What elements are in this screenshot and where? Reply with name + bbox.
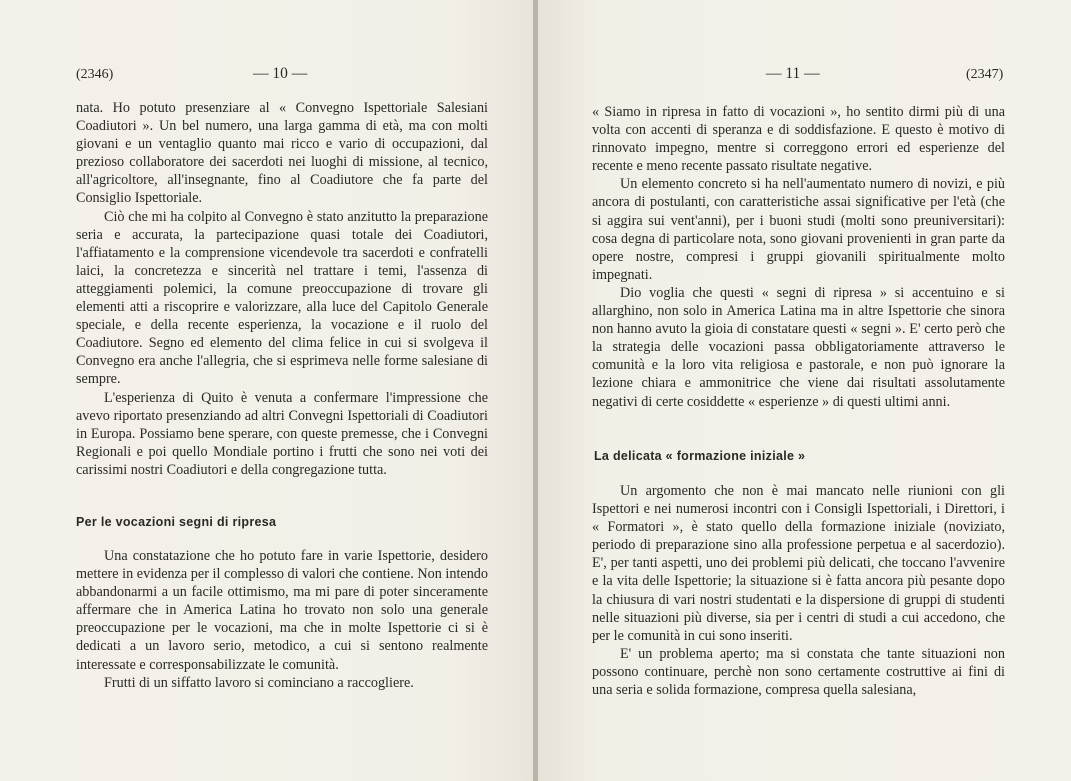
paragraph: Una constatazione che ho potuto fare in varie Ispettorie, desidero mettere in evidenza per il complesso di valori che contiene. Non intendo abbandonarmi a un facile ottimismo, ma mi pare di poter sinceramente affermare che in America Latina ho trovato non solo una generale preoccupazione per le vocazioni, ma che in molte Ispettorie ci si è dedicati a un lavoro serio, metodico, a cui si sentono realmente interessate e corresponsabilizzate le comunità. (76, 548, 488, 673)
right-text-block-2 (592, 482, 1005, 699)
paragraph: « Siamo in ripresa in fatto di vocazioni », ho sentito dirmi più di una volta con accenti di speranza e di soddisfazione. E questo è motivo di rinnovato impegno, mentre si correggono errori ed esperienze del recente e meno recente passato risultate negative. (592, 104, 1005, 175)
paragraph: L'esperienza di Quito è venuta a confermare l'impressione che avevo riportato presenziando ad altri Convegni Ispettoriali di Coadiutori in Europa. Possiamo bene sperare, con queste premesse, che i Convegni Regionali e poi quello Mondiale portino i frutti che sono nei voti dei carissimi nostri Coadiutori e della congregazione tutta. (76, 389, 488, 478)
right-text-block-1 (592, 103, 1005, 411)
paragraph: E' un problema aperto; ma si constata che tante situazioni non possono continuare, perchè non sono certamente costruttive ai fini di una seria e solida formazione, compresa quella salesiana, (592, 645, 1005, 699)
right-page-serial: (2347) (966, 67, 1004, 82)
left-page (0, 0, 533, 781)
left-page-serial: (2346) (76, 67, 114, 82)
paragraph: Un elemento concreto si ha nell'aumentato numero di novizi, e più ancora di postulanti, con caratteristiche assai significative per l'età (che si aggira sui vent'anni), per i buoni studi (molti sono preuniversitari): cosa degna di particolare nota, sono giovani provenienti in gran parte da opere nostre, compresi i gruppi giovanili spiritualmente molto impegnati. (592, 176, 1005, 283)
right-page-number: — 11 — (766, 65, 820, 82)
left-text-block-2 (76, 547, 488, 692)
paragraph: Un argomento che non è mai mancato nelle riunioni con gli Ispettori e nei numerosi incontri con i Consigli Ispettoriali, i Direttori, i « Formatori », è stato quello della formazione iniziale (noviziato, periodo di preparazione sino alla professione perpetua e al sacerdozio). E', per tanti aspetti, uno dei problemi più delicati, che toccano l'avvenire e la vita delle Ispettorie; la situazione si è fatta ancora più pesante dopo la chiusura di vari nostri studentati e la dispersione di gruppi di studenti nelle situazioni più diverse, sia per i centri di studi a cui accedono, che per le comunità in cui sono inseriti. (592, 483, 1005, 644)
paragraph: Dio voglia che questi « segni di ripresa » si accentuino e si allarghino, non solo in America Latina ma in altre Ispettorie che sinora non hanno avuto la gioia di constatare questi « segni ». E' certo però che la strategia delle vocazioni passa obbligatoriamente attraverso le comunità e la loro vita religiosa e pastorale, e non può ignorare la lezione chiara e ammonitrice che viene dai risultati assolutamente negativi di certe cosiddette « esperienze » di questi ultimi anni. (592, 284, 1005, 410)
right-page (538, 0, 1071, 781)
paragraph: nata. Ho potuto presenziare al « Convegno Ispettoriale Salesiani Coadiutori ». Un bel numero, una larga gamma di età, ma con molti giovani e un ventaglio quanto mai ricco e vario di occupazioni, dal prezioso collaboratore dei sacerdoti nei luoghi di missione, al tecnico, all'agricoltore, all'insegnante, fino al Coadiutore che fa parte del Consiglio Ispettoriale. (76, 100, 488, 207)
paragraph: Frutti di un siffatto lavoro si cominciano a raccogliere. (104, 674, 414, 691)
left-page-number: — 10 — (253, 65, 308, 82)
section-heading: Per le vocazioni segni di ripresa (76, 515, 277, 529)
section-heading: La delicata « formazione iniziale » (594, 449, 806, 463)
left-text-block-1 (76, 99, 488, 479)
paragraph: Ciò che mi ha colpito al Convegno è stato anzitutto la preparazione seria e accurata, la partecipazione quasi totale dei Coadiutori, l'affiatamento e la comprensione vicendevole tra sacerdoti e confratelli laici, la concretezza e sincerità nel trattare i temi, l'assenza di atteggiamenti polemici, la comune preoccupazione di trovare gli elementi atti a riscoprire e valorizzare, alla luce del Capitolo Generale speciale, e della recente esperienza, la vocazione e il ruolo del Coadiutore. Segno ed elemento del clima felice in cui si svolgeva il Convegno era anche l'allegria, che si esprimeva nelle forme salesiane di sempre. (76, 208, 488, 388)
